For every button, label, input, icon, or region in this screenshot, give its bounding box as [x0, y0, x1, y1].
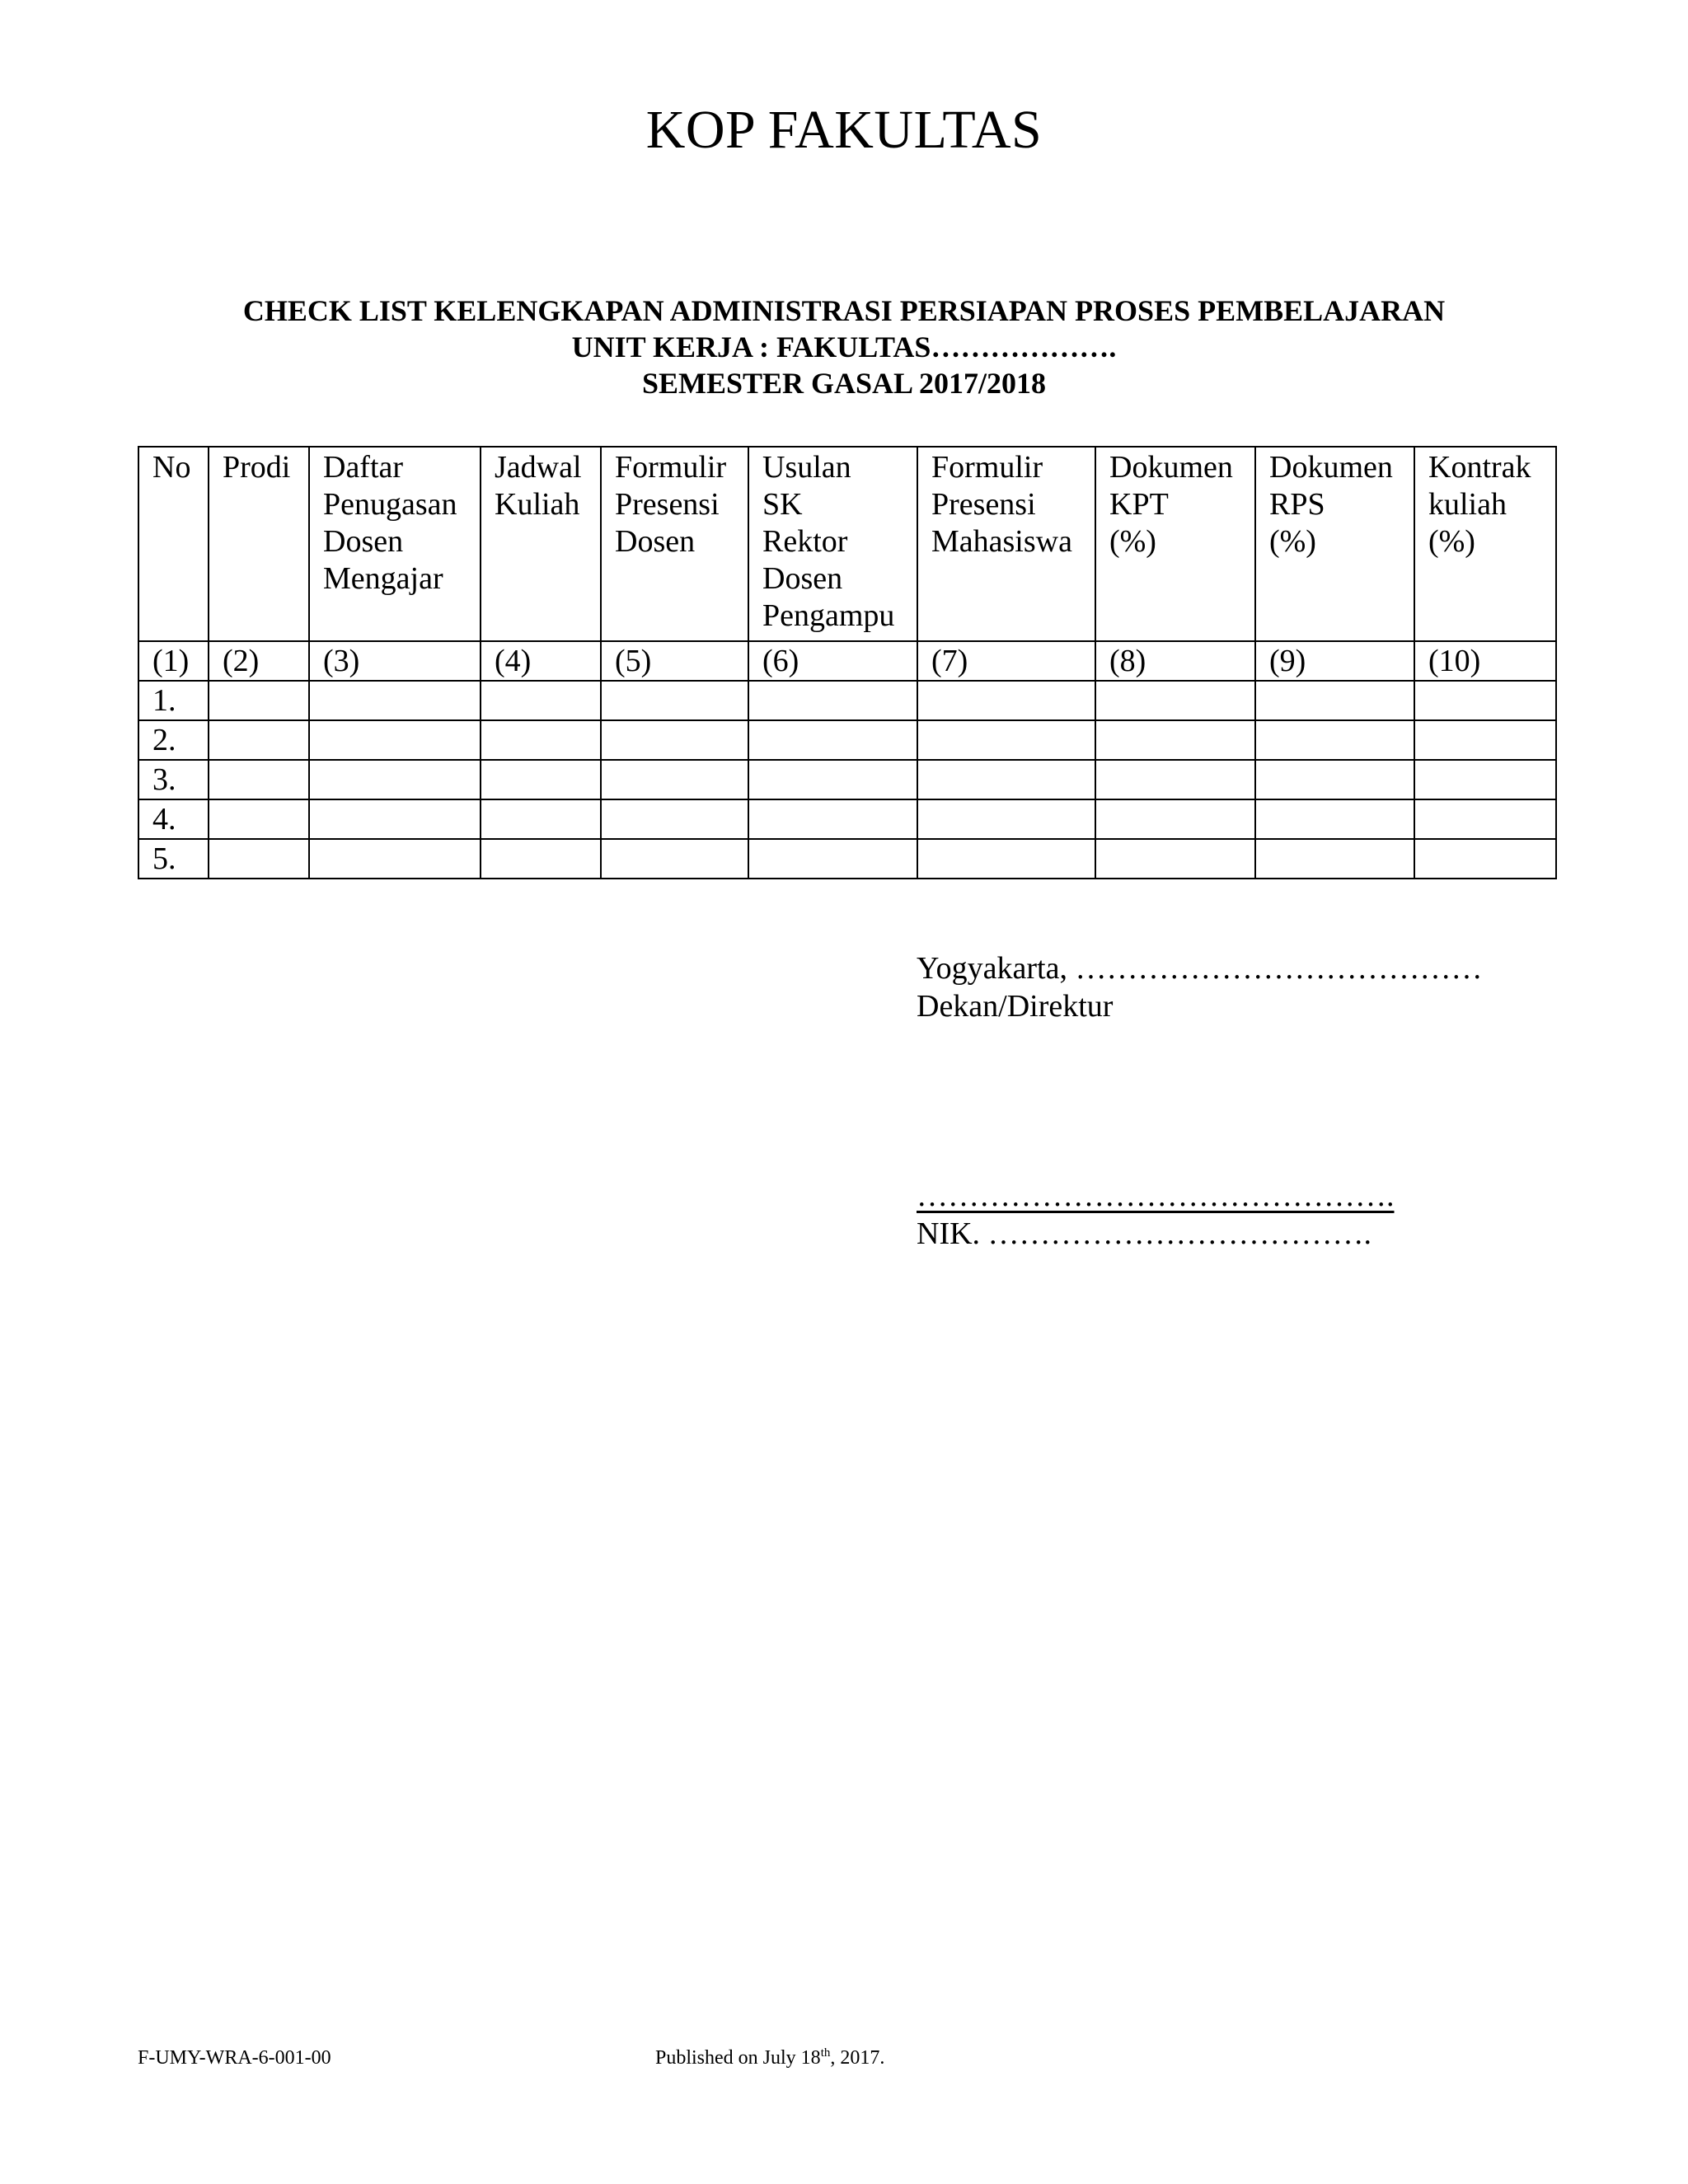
column-number: (8) [1095, 641, 1255, 681]
published-date [655, 2046, 884, 2070]
empty-cell[interactable] [1414, 681, 1556, 720]
column-header-line: Dokumen [1269, 450, 1393, 485]
column-header-line: Mahasiswa [931, 524, 1072, 559]
empty-cell[interactable] [209, 720, 309, 760]
empty-cell[interactable] [309, 681, 481, 720]
column-number: (9) [1255, 641, 1414, 681]
column-header-line: Formulir [615, 450, 727, 485]
empty-cell[interactable] [1255, 720, 1414, 760]
column-header [917, 447, 1095, 641]
empty-cell[interactable] [481, 720, 601, 760]
empty-cell[interactable] [309, 720, 481, 760]
empty-cell[interactable] [309, 839, 481, 879]
row-number: 5. [138, 839, 209, 879]
column-header-line: Daftar [323, 450, 404, 485]
column-header-line: Penugasan [323, 487, 457, 522]
empty-cell[interactable] [481, 839, 601, 879]
published-prefix: Published on July 18 [655, 2047, 821, 2069]
column-number-row [138, 641, 1556, 681]
form-code: F-UMY-WRA-6-001-00 [138, 2047, 331, 2069]
column-header-line: Kuliah [495, 487, 580, 522]
empty-cell[interactable] [748, 799, 917, 839]
column-header-line: Pengampu [762, 598, 895, 633]
column-header-line: Rektor [762, 524, 848, 559]
column-number: (7) [917, 641, 1095, 681]
column-header-line: SK [762, 487, 803, 522]
column-number: (3) [309, 641, 481, 681]
empty-cell[interactable] [309, 760, 481, 799]
column-header-line: (%) [1269, 524, 1316, 559]
empty-cell[interactable] [601, 681, 748, 720]
empty-cell[interactable] [1255, 760, 1414, 799]
empty-cell[interactable] [1095, 799, 1255, 839]
title-line-1: CHECK LIST KELENGKAPAN ADMINISTRASI PERSIAPAN PROSES PEMBELAJARAN [242, 294, 1446, 327]
empty-cell[interactable] [1095, 839, 1255, 879]
empty-cell[interactable] [209, 799, 309, 839]
column-header-line: (%) [1109, 524, 1156, 559]
column-header-line: Dosen [762, 561, 843, 596]
row-number: 1. [138, 681, 209, 720]
row-number: 4. [138, 799, 209, 839]
column-header [209, 447, 309, 641]
empty-cell[interactable] [209, 760, 309, 799]
title-line-3: SEMESTER GASAL 2017/2018 [641, 367, 1047, 400]
column-header-line: Usulan [762, 450, 851, 485]
column-header [309, 447, 481, 641]
empty-cell[interactable] [917, 799, 1095, 839]
empty-cell[interactable] [917, 720, 1095, 760]
column-header [1255, 447, 1414, 641]
column-header-line: Formulir [931, 450, 1043, 485]
empty-cell[interactable] [601, 720, 748, 760]
column-header-line: KPT [1109, 487, 1169, 522]
table-row [138, 681, 1556, 720]
document-title [0, 293, 1688, 401]
column-header [748, 447, 917, 641]
signature-block [917, 949, 1482, 1025]
column-header [1095, 447, 1255, 641]
column-header [601, 447, 748, 641]
empty-cell[interactable] [748, 839, 917, 879]
empty-cell[interactable] [481, 681, 601, 720]
column-header [138, 447, 209, 641]
column-header-line: (%) [1428, 524, 1475, 559]
column-header-line: Dokumen [1109, 450, 1233, 485]
column-header-line: kuliah [1428, 487, 1507, 522]
column-number: (1) [138, 641, 209, 681]
empty-cell[interactable] [917, 681, 1095, 720]
column-header-line: No [152, 450, 191, 485]
empty-cell[interactable] [1414, 760, 1556, 799]
empty-cell[interactable] [748, 760, 917, 799]
title-line-2: UNIT KERJA : FAKULTAS………………. [571, 330, 1117, 363]
column-header-line: Presensi [931, 487, 1036, 522]
published-sup: th [820, 2046, 831, 2060]
published-suffix: , 2017. [830, 2047, 885, 2069]
empty-cell[interactable] [309, 799, 481, 839]
column-number: (6) [748, 641, 917, 681]
column-header-line: Jadwal [495, 450, 582, 485]
table-row [138, 839, 1556, 879]
column-header-line: Dosen [615, 524, 696, 559]
table-row [138, 720, 1556, 760]
empty-cell[interactable] [481, 760, 601, 799]
empty-cell[interactable] [1095, 720, 1255, 760]
column-number: (2) [209, 641, 309, 681]
empty-cell[interactable] [1095, 681, 1255, 720]
column-header-line: Mengajar [323, 561, 443, 596]
column-header-line: Dosen [323, 524, 404, 559]
column-number: (10) [1414, 641, 1556, 681]
empty-cell[interactable] [601, 839, 748, 879]
empty-cell[interactable] [748, 720, 917, 760]
column-header-line: Presensi [615, 487, 720, 522]
empty-cell[interactable] [601, 760, 748, 799]
empty-cell[interactable] [1095, 760, 1255, 799]
empty-cell[interactable] [601, 799, 748, 839]
empty-cell[interactable] [1414, 720, 1556, 760]
signature-name-block [917, 1177, 1395, 1253]
column-header-line: RPS [1269, 487, 1325, 522]
signatory-position: Dekan/Direktur [917, 989, 1114, 1024]
row-number: 3. [138, 760, 209, 799]
column-header-line: Kontrak [1428, 450, 1531, 485]
empty-cell[interactable] [481, 799, 601, 839]
empty-cell[interactable] [917, 839, 1095, 879]
empty-cell[interactable] [1414, 799, 1556, 839]
table-row [138, 760, 1556, 799]
column-header-line: Prodi [223, 450, 291, 485]
table-row [138, 799, 1556, 839]
row-number: 2. [138, 720, 209, 760]
column-header [1414, 447, 1556, 641]
empty-cell[interactable] [1255, 799, 1414, 839]
column-header [481, 447, 601, 641]
empty-cell[interactable] [1255, 839, 1414, 879]
signatory-nik: NIK. ………………………………. [917, 1216, 1372, 1251]
letterhead: KOP FAKULTAS [645, 100, 1043, 160]
empty-cell[interactable] [209, 681, 309, 720]
empty-cell[interactable] [917, 760, 1095, 799]
column-number: (5) [601, 641, 748, 681]
checklist-table [138, 446, 1557, 879]
empty-cell[interactable] [209, 839, 309, 879]
table-header-row [138, 447, 1556, 641]
empty-cell[interactable] [748, 681, 917, 720]
empty-cell[interactable] [1255, 681, 1414, 720]
empty-cell[interactable] [1414, 839, 1556, 879]
place-date: Yogyakarta, ………………………………… [917, 951, 1483, 986]
signatory-name-line: ………………………………………. [917, 1179, 1395, 1213]
column-number: (4) [481, 641, 601, 681]
